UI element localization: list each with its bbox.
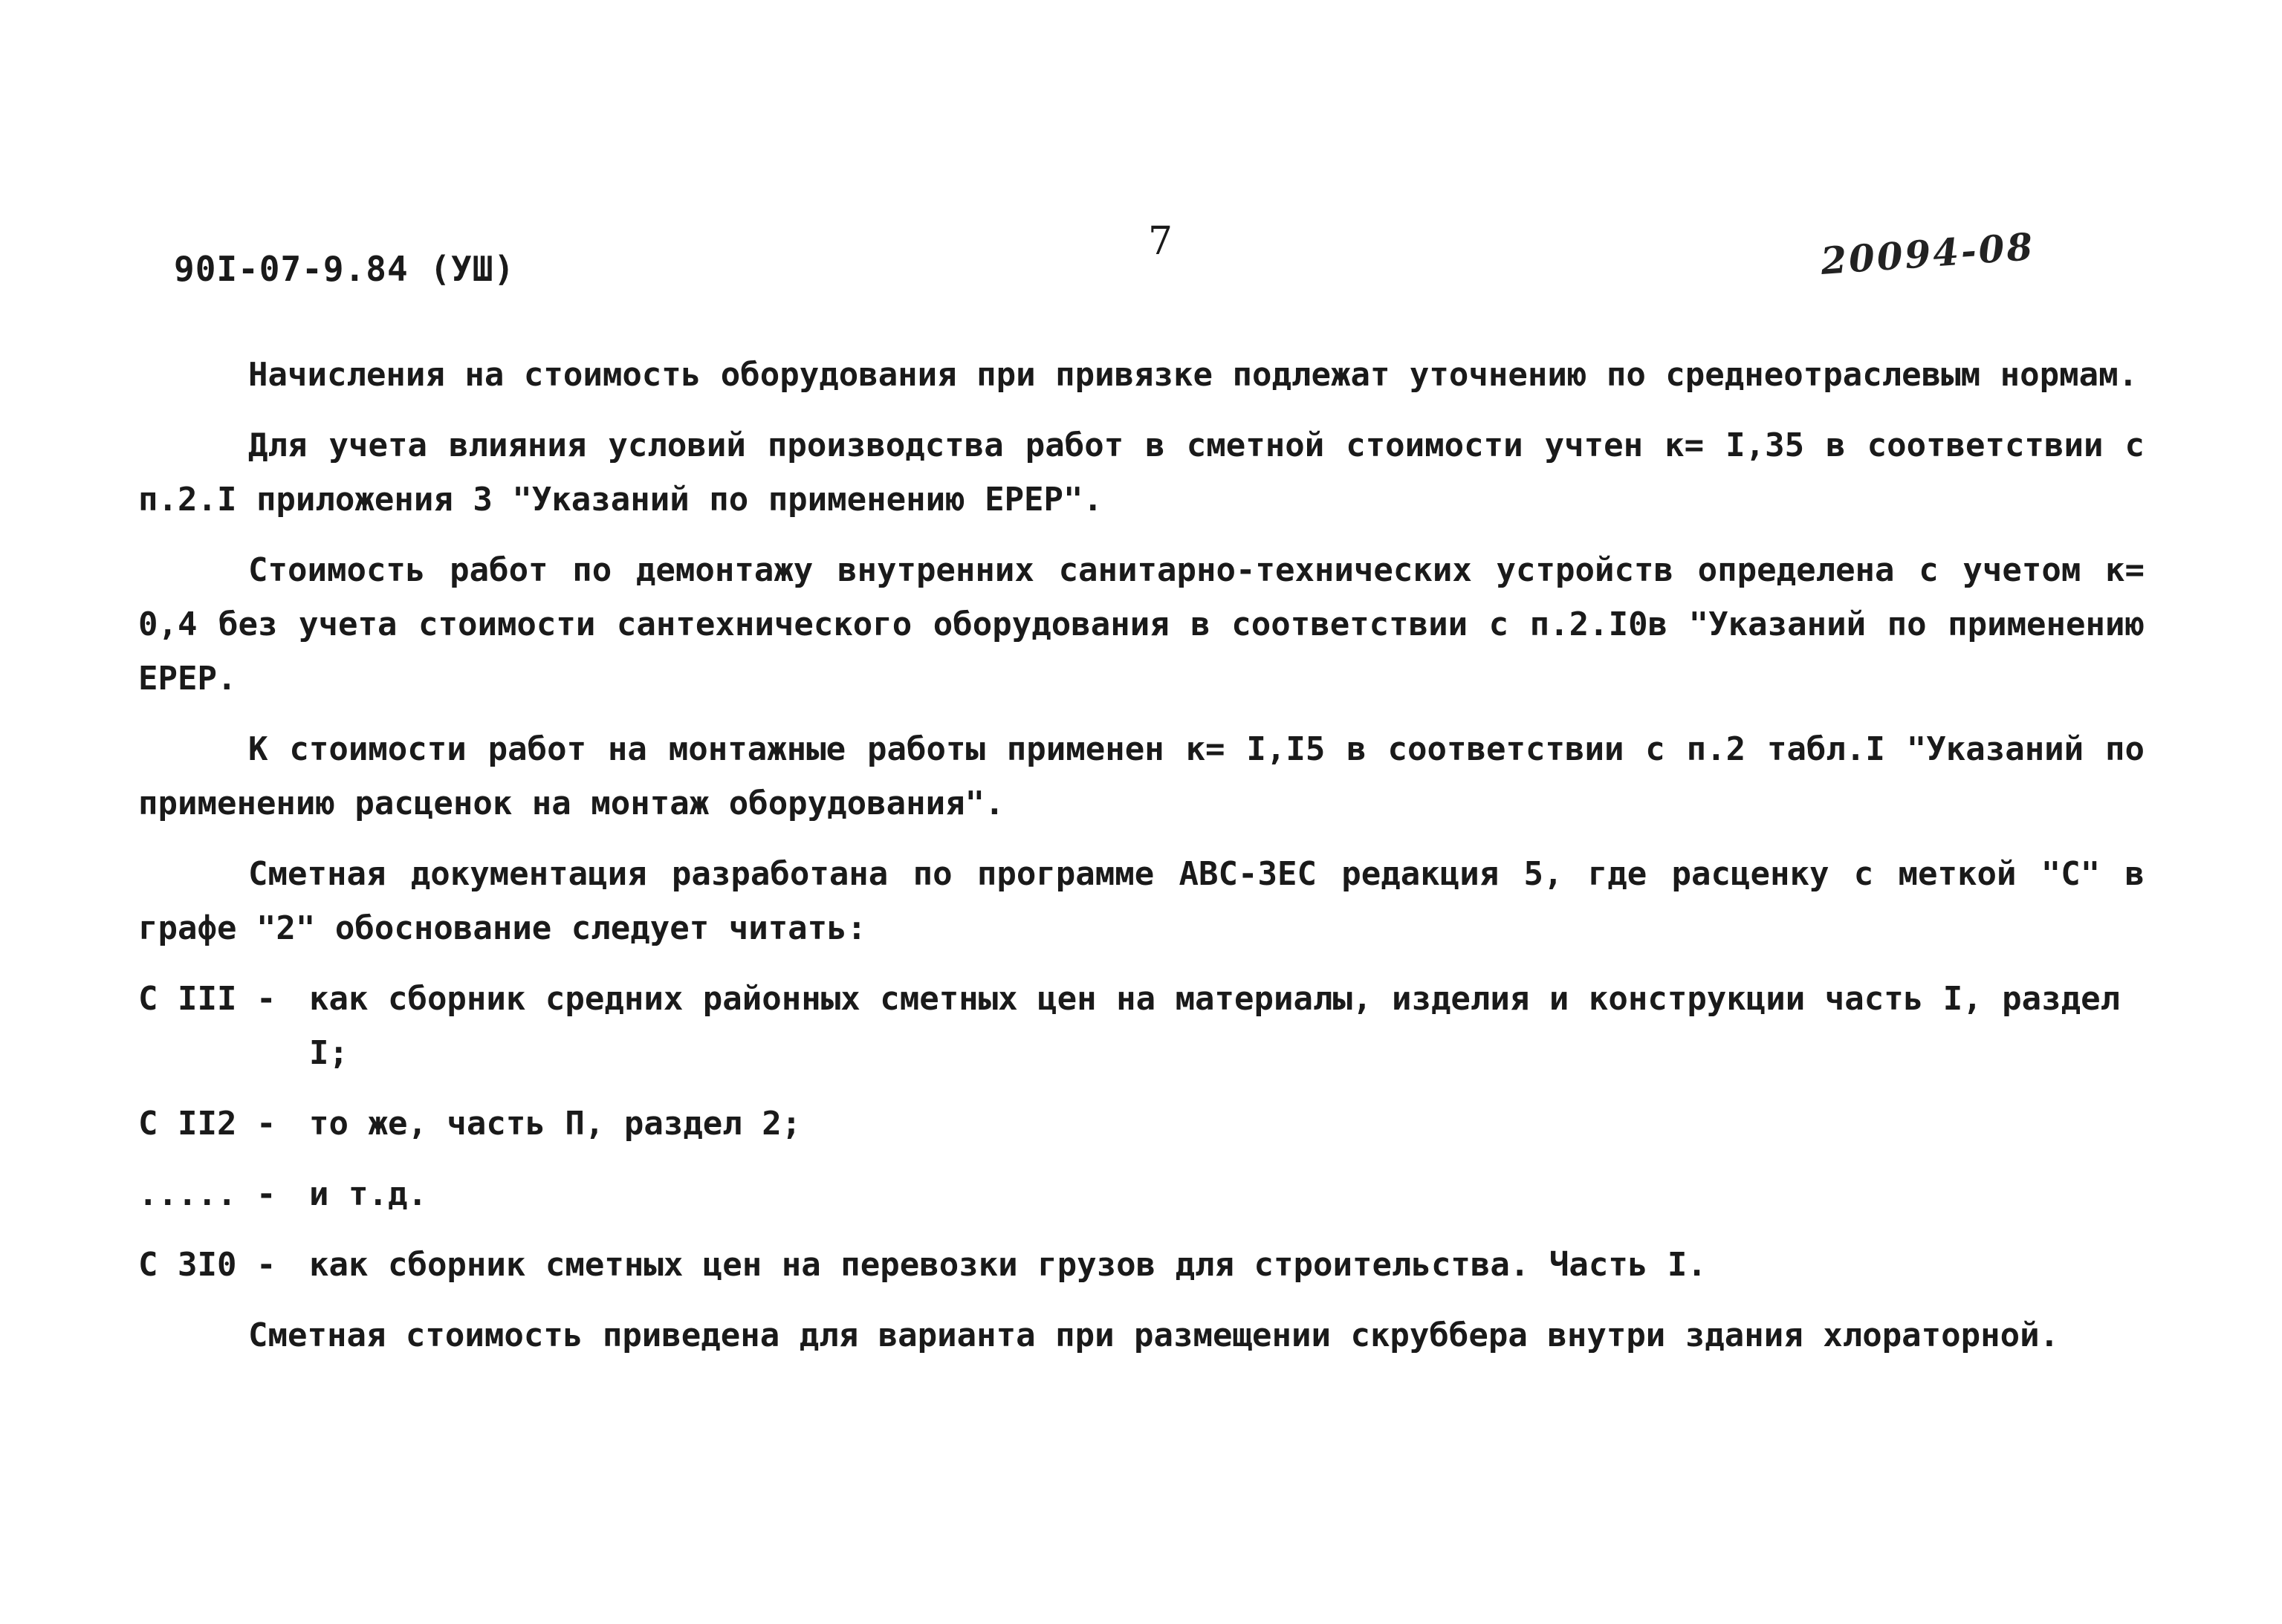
paragraph-installation-coefficient: К стоимости работ на монтажные работы применен к= I,I5 в соответствии с п.2 табл.I "Указаний по применению расценок на монтаж оборудования". xyxy=(138,730,2165,822)
document-body xyxy=(138,348,2165,1379)
list-item-text: то же, часть П, раздел 2; xyxy=(309,1105,802,1143)
list-item-text: как сборник сметных цен на перевозки грузов для строительства. Часть I. xyxy=(309,1246,1707,1284)
list-item-code: С III - xyxy=(138,980,276,1018)
list-item-code: С 3I0 - xyxy=(138,1246,276,1284)
document-code: 90I-07-9.84 (УШ) xyxy=(174,249,516,289)
paragraph-production-conditions: Для учета влияния условий производства работ в сметной стоимости учтен к= I,35 в соответствии с п.2.I приложения 3 "Указаний по применению ЕРЕР". xyxy=(138,426,2165,519)
list-item xyxy=(138,1238,2145,1292)
list-item-text: как сборник средних районных сметных цен на материалы, изделия и конструкции часть I, раздел I; xyxy=(309,980,2140,1072)
list-item xyxy=(138,972,2145,1080)
paragraph-equipment-charges: Начисления на стоимость оборудования при привязке подлежат уточнению по среднеотраслевым нормам. xyxy=(248,356,2139,394)
paragraph-dismantling-cost: Стоимость работ по демонтажу внутренних санитарно-технических устройств определена с учетом к= 0,4 без учета стоимости сантехнического оборудования в соответствии с п.2.I0в "Указаний по применению ЕРЕР. xyxy=(138,551,2165,698)
list-item-code: С II2 - xyxy=(138,1105,276,1143)
list-item-text: и т.д. xyxy=(309,1175,427,1213)
paragraph-scrubber-placement: Сметная стоимость приведена для варианта при размещении скруббера внутри здания хлораторной. xyxy=(248,1316,2060,1354)
list-item-code: ..... - xyxy=(138,1175,276,1213)
list-item xyxy=(138,1097,2145,1151)
paragraph-estimate-program: Сметная документация разработана по программе АВС-3ЕС редакция 5, где расценку с меткой "С" в графе "2" обоснование следует читать: xyxy=(138,855,2165,947)
list-item xyxy=(138,1167,2145,1221)
page-number: 7 xyxy=(1148,219,1173,264)
handwritten-registration-number: 20094-08 xyxy=(1819,224,2037,283)
